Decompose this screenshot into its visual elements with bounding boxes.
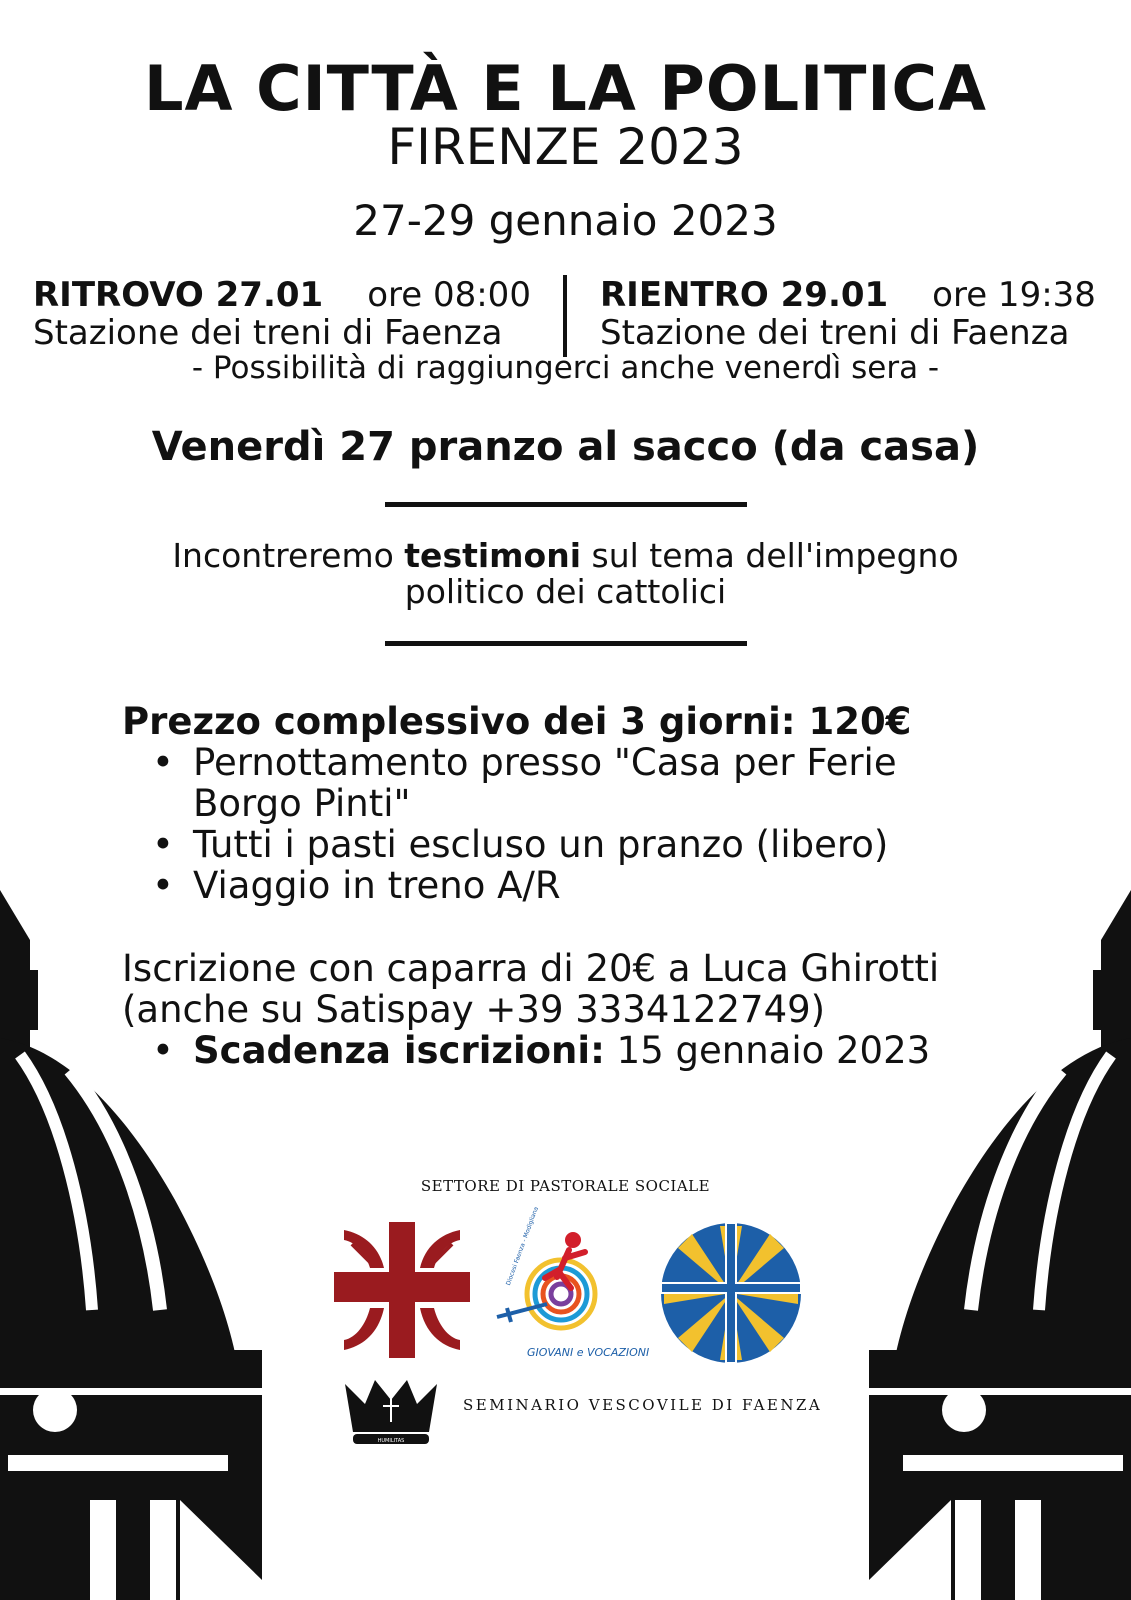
page-subtitle: FIRENZE 2023: [387, 118, 744, 176]
return-label: RIENTRO 29.01: [600, 275, 889, 315]
crown-motto: HUMILITAS: [377, 1438, 405, 1444]
page-title: LA CITTÀ E LA POLITICA: [144, 52, 987, 125]
deadline-label: Scadenza iscrizioni:: [193, 1029, 605, 1072]
intro-line2: politico dei cattolici: [404, 572, 727, 611]
price-heading: Prezzo complessivo dei 3 giorni: 120€: [122, 700, 912, 743]
registration-line1: Iscrizione con caparra di 20€ a Luca Ghirotti: [122, 947, 940, 990]
crown-logo: [343, 1370, 439, 1446]
list-item: • Tutti i pasti escluso un pranzo (libero): [122, 824, 1002, 865]
caritas-logo: [334, 1222, 470, 1358]
price-list: [122, 742, 1002, 906]
registration-text: [122, 948, 1072, 1030]
event-dates: 27-29 gennaio 2023: [353, 196, 778, 245]
intro-text: [0, 538, 1131, 610]
vertical-separator: [563, 275, 567, 357]
return-place: Stazione dei treni di Faenza: [600, 313, 1070, 353]
lunch-note: Venerdì 27 pranzo al sacco (da casa): [151, 424, 980, 470]
divider-top: [385, 502, 747, 507]
list-item: • Pernottamento presso "Casa per Ferie Borgo Pinti": [122, 742, 1002, 824]
deadline-value: 15 gennaio 2023: [604, 1029, 931, 1072]
giovani-logo-arc: Diocesi Faenza - Modigliana: [504, 1205, 540, 1287]
intro-before: Incontreremo: [172, 536, 405, 575]
azione-cattolica-logo: [660, 1222, 802, 1364]
giovani-vocazioni-logo: [497, 1205, 650, 1367]
list-item: [122, 1030, 930, 1071]
registration-line2: (anche su Satispay +39 3334122749): [122, 988, 826, 1031]
divider-bottom: [385, 641, 747, 646]
return-block: [600, 276, 1096, 352]
return-time: ore 19:38: [932, 275, 1096, 315]
seminary-label: SEMINARIO VESCOVILE DI FAENZA: [463, 1396, 823, 1414]
deadline-list: [122, 1030, 930, 1071]
possibility-note: - Possibilità di raggiungerci anche venerdì sera -: [191, 350, 940, 386]
departure-label: RITROVO 27.01: [33, 275, 324, 315]
intro-after: sul tema dell'impegno: [581, 536, 959, 575]
departure-time: ore 08:00: [367, 275, 531, 315]
departure-block: [33, 276, 531, 352]
sector-label: SETTORE DI PASTORALE SOCIALE: [420, 1177, 711, 1195]
departure-place: Stazione dei treni di Faenza: [33, 313, 503, 353]
intro-bold: testimoni: [404, 536, 582, 575]
giovani-logo-text: GIOVANI e VOCAZIONI: [527, 1346, 650, 1359]
list-item: • Viaggio in treno A/R: [122, 865, 1002, 906]
